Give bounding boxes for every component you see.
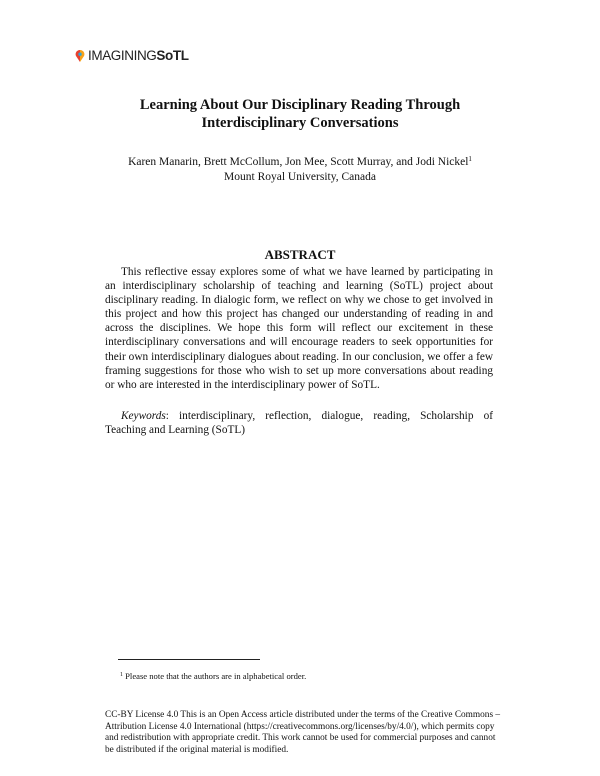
footnote-text: Please note that the authors are in alphabetical order. (123, 671, 307, 681)
logo-text-bold: SoTL (156, 48, 189, 63)
abstract-heading: ABSTRACT (264, 247, 336, 262)
paper-title-line-1: Learning About Our Disciplinary Reading Through (139, 97, 461, 113)
map-pin-icon (74, 49, 86, 63)
paper-title (100, 96, 500, 132)
author-block (80, 155, 520, 185)
logo-wordmark (88, 47, 189, 65)
footnote (120, 671, 500, 682)
author-names: Karen Manarin, Brett McCollum, Jon Mee, Scott Murray, and Jodi Nickel (128, 156, 469, 168)
footnote-marker: 1 (120, 672, 123, 678)
keywords-label: Keywords (121, 410, 166, 422)
abstract-text: This reflective essay explores some of what we have learned by participating in an interdisciplinary scholarship of teaching and learning (SoTL) project about disciplinary reading. In dialogic form, we reflect on why we chose to get involved in this project and how this project has changed our understanding of reading in and across the disciplines. We hope this form will reflect our excitement in these interdisciplinary conversations and will encourage readers to seek opportunities for their own interdisciplinary dialogues about reading. In our conclusion, we offer a few framing suggestions for those who wish to set up more conversations about reading or who are interested in the interdisciplinary power of SoTL. (105, 266, 493, 391)
journal-logo (74, 47, 189, 65)
keywords-paragraph (105, 409, 493, 437)
author-names-line (80, 155, 520, 170)
keywords-text: : interdisciplinary, reflection, dialogue, reading, Scholarship of Teaching and Learning (SoTL) (105, 410, 493, 437)
author-affiliation: Mount Royal University, Canada (224, 171, 376, 183)
paper-title-line-2: Interdisciplinary Conversations (201, 115, 399, 131)
logo-text-light: IMAGINING (88, 48, 157, 63)
author-footnote-marker: 1 (468, 155, 472, 163)
footnote-divider (118, 659, 260, 660)
license-statement: CC-BY License 4.0 This is an Open Access article distributed under the terms of the Creative Commons – Attribution License 4.0 International (https://creativecommons.org/licenses/by/4.0/), which permits copy and redistribution with appropriate credit. This work cannot be used for commercial purposes and cannot be distributed if the original material is modified. (105, 710, 501, 755)
